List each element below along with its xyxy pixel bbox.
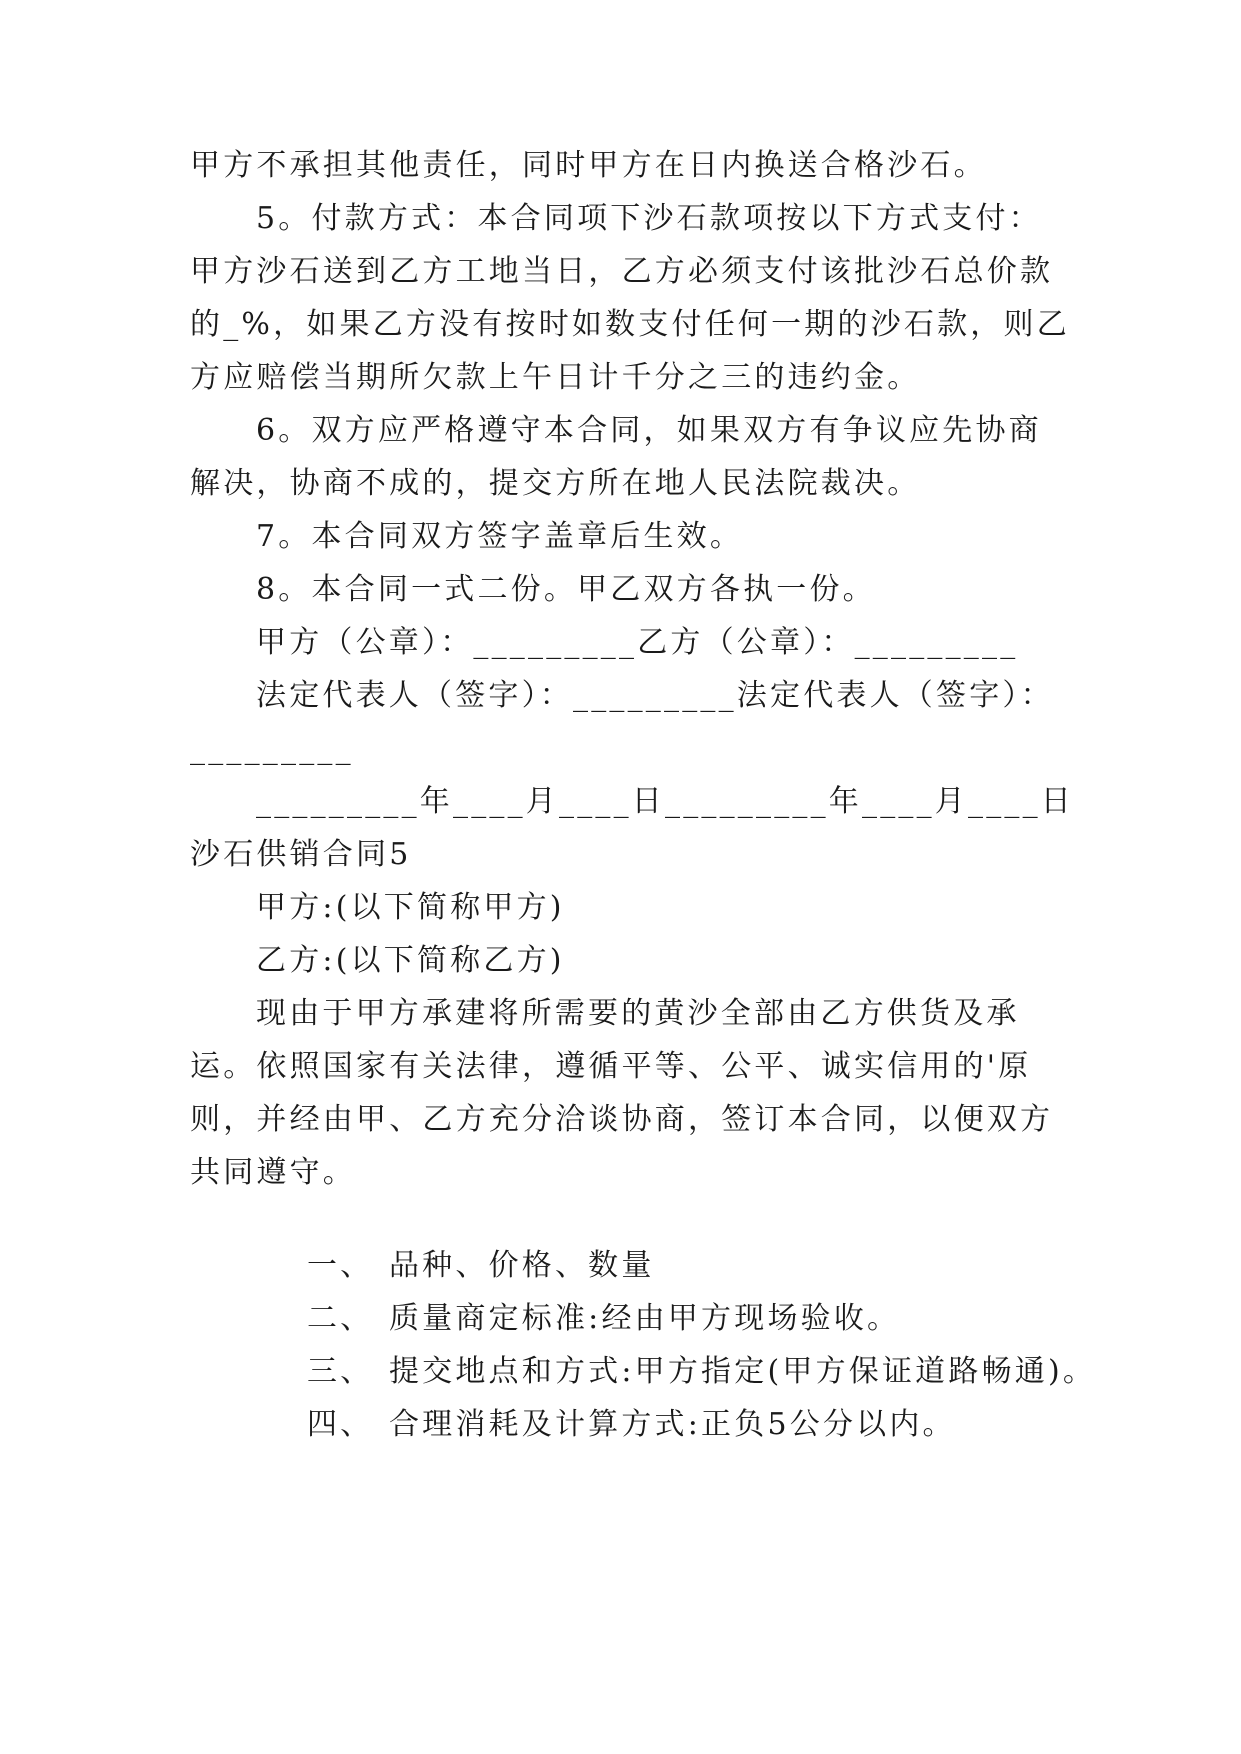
clause-label: 四、 bbox=[306, 1407, 374, 1442]
text-line: 5。付款方式：本合同项下沙石款项按以下方式支付： bbox=[256, 201, 1042, 236]
clause-text: 品种、价格、数量 bbox=[388, 1248, 655, 1283]
text-line: 的_%，如果乙方没有按时如数支付任何一期的沙石款，则乙 bbox=[190, 307, 1070, 342]
text-line: 甲方不承担其他责任，同时甲方在日内换送合格沙石。 bbox=[190, 148, 987, 183]
clause-label: 三、 bbox=[306, 1354, 374, 1389]
clause-text: 合理消耗及计算方式:正负5公分以内。 bbox=[388, 1407, 956, 1442]
clause-text: 提交地点和方式:甲方指定(甲方保证道路畅通)。 bbox=[388, 1354, 1097, 1389]
text-line: 解决，协商不成的，提交方所在地人民法院裁决。 bbox=[190, 466, 921, 501]
clause-label: 二、 bbox=[306, 1301, 374, 1336]
text-line: 8。本合同一式二份。甲乙双方各执一份。 bbox=[256, 572, 876, 607]
text-line: 则，并经由甲、乙方充分洽谈协商，签订本合同，以便双方 bbox=[190, 1102, 1054, 1137]
clause-text: 质量商定标准:经由甲方现场验收。 bbox=[388, 1301, 901, 1336]
party-line: 甲方:(以下简称甲方) bbox=[256, 890, 565, 925]
section-title: 沙石供销合同5 bbox=[190, 837, 412, 872]
clause-label: 一、 bbox=[306, 1248, 374, 1283]
text-line: 现由于甲方承建将所需要的黄沙全部由乙方供货及承 bbox=[256, 996, 1020, 1031]
text-line: 共同遵守。 bbox=[190, 1155, 356, 1190]
signature-line: 甲方（公章）：_________乙方（公章）：_________ bbox=[256, 625, 1019, 660]
party-line: 乙方:(以下简称乙方) bbox=[256, 943, 565, 978]
date-line: _________年____月____日_________年____月____日 bbox=[256, 784, 1074, 819]
text-line: 7。本合同双方签字盖章后生效。 bbox=[256, 519, 744, 554]
text-line: 方应赔偿当期所欠款上午日计千分之三的违约金。 bbox=[190, 360, 921, 395]
signature-line: 法定代表人（签字）：_________法定代表人（签字）： bbox=[256, 678, 1054, 713]
text-line: 甲方沙石送到乙方工地当日，乙方必须支付该批沙石总价款 bbox=[190, 254, 1054, 289]
text-line: 6。双方应严格遵守本合同，如果双方有争议应先协商 bbox=[256, 413, 1042, 448]
clause-item bbox=[256, 1365, 956, 1485]
text-line: 运。依照国家有关法律，遵循平等、公平、诚实信用的'原 bbox=[190, 1049, 1032, 1084]
signature-line: _________ bbox=[190, 731, 354, 766]
